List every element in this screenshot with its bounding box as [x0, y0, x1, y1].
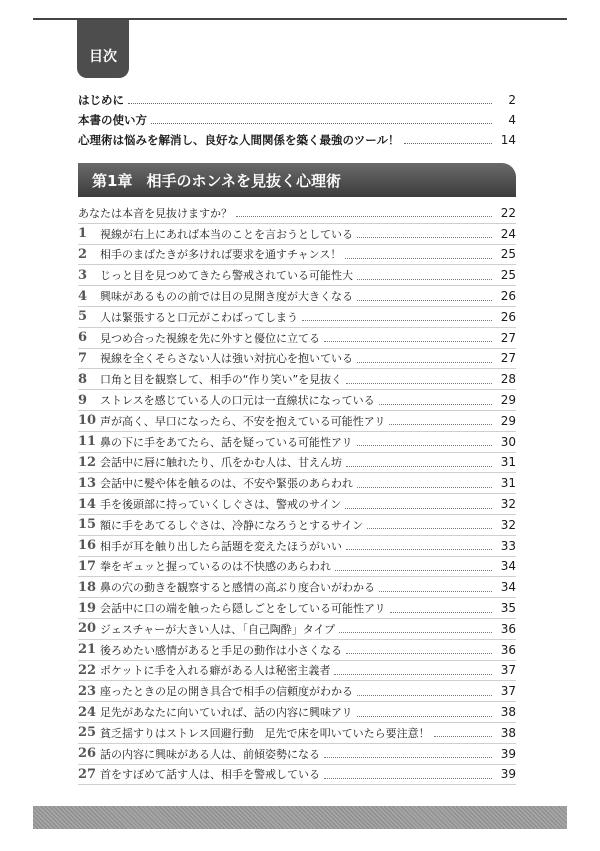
dot-leader: [345, 508, 492, 509]
entry-page: 27: [500, 330, 516, 345]
dot-leader: [389, 424, 492, 425]
toc-entry[interactable]: [78, 557, 516, 578]
entry-number: 1: [78, 226, 88, 242]
entry-number: 21: [78, 642, 97, 658]
toc-entry[interactable]: [78, 369, 516, 390]
entry-title: 鼻の下に手をあてたら、話を疑っている可能性アリ: [100, 435, 353, 449]
entry-title: 首をすぼめて話す人は、相手を警戒している: [100, 768, 320, 782]
entry-number: 14: [78, 496, 97, 512]
entry-title: 足先があなたに向いていれば、話の内容に興味アリ: [100, 706, 353, 720]
dot-leader: [324, 778, 492, 779]
entry-title: ジェスチャーが大きい人は、「自己陶酔」タイプ: [100, 622, 336, 636]
entry-title: 心理術は悩みを解消し、良好な人間関係を築く最強のツール！: [78, 133, 400, 147]
entry-page: 4: [508, 113, 516, 127]
dot-leader: [404, 143, 492, 144]
toc-entry[interactable]: [78, 286, 516, 307]
toc-entry[interactable]: [78, 681, 516, 702]
toc-entry[interactable]: [78, 473, 516, 494]
entry-title: ストレスを感じている人の口元は一直線状になっている: [100, 394, 375, 408]
dot-leader: [302, 320, 492, 321]
entry-title: 会話中に唇に触れたり、爪をかむ人は、甘えん坊: [100, 456, 342, 470]
entry-page: 25: [500, 268, 516, 283]
entry-title: あなたは本音を見抜けますか？: [78, 206, 232, 220]
entry-page: 32: [500, 517, 516, 532]
chapter-banner[interactable]: [78, 163, 516, 197]
dot-leader: [357, 445, 492, 446]
dot-leader: [346, 653, 492, 654]
dot-leader: [345, 258, 492, 259]
entry-page: 34: [500, 559, 516, 574]
toc-entry[interactable]: [78, 453, 516, 474]
dot-leader: [346, 466, 492, 467]
entry-number: 2: [78, 246, 88, 262]
toc-entry[interactable]: [78, 723, 516, 744]
entry-page: 31: [500, 476, 516, 491]
dot-leader: [367, 528, 492, 529]
toc-entry[interactable]: [78, 307, 516, 328]
entry-page: 37: [500, 684, 516, 699]
dot-leader: [357, 279, 492, 280]
toc-entry[interactable]: [78, 411, 516, 432]
entry-number: 5: [78, 309, 88, 325]
dot-leader: [346, 549, 492, 550]
entry-number: 16: [78, 538, 97, 554]
toc-entry[interactable]: [78, 744, 516, 765]
toc-entry[interactable]: [78, 702, 516, 723]
dot-leader: [324, 757, 492, 758]
entry-page: 32: [500, 497, 516, 512]
entry-title: 本書の使い方: [78, 113, 147, 127]
entry-number: 11: [78, 434, 97, 450]
entry-title: 口角と目を観察して、相手の“作り笑い”を見抜く: [100, 373, 343, 387]
toc-entry[interactable]: [78, 224, 516, 245]
dot-leader: [334, 674, 492, 675]
entry-number: 26: [78, 746, 97, 762]
intro-entries: [78, 90, 516, 150]
entry-number: 15: [78, 517, 97, 533]
entry-title: 鼻の穴の動きを観察すると感情の高ぶり度合いがわかる: [100, 581, 375, 595]
entry-title: 視線を全くそらさない人は強い対抗心を抱いている: [100, 352, 353, 366]
entry-title: 人は緊張すると口元がこわばってしまう: [100, 310, 298, 324]
entry-title: 会話中に髪や体を触るのは、不安や緊張のあらわれ: [100, 477, 353, 491]
entry-page: 33: [500, 538, 516, 553]
entry-number: 6: [78, 330, 88, 346]
entry-page: 27: [500, 351, 516, 366]
entry-page: 36: [500, 621, 516, 636]
entry-title: はじめに: [78, 93, 124, 107]
dot-leader: [357, 695, 492, 696]
toc-entry[interactable]: [78, 494, 516, 515]
chapter-entry-list: [78, 203, 516, 785]
entry-title: 拳をギュッと握っているのは不快感のあらわれ: [100, 560, 331, 574]
entry-title: 見つめ合った視線を先に外すと優位に立てる: [100, 331, 320, 345]
entry-number: 8: [78, 371, 88, 387]
entry-number: 20: [78, 621, 97, 637]
entry-number: 17: [78, 558, 97, 574]
entry-page: 38: [500, 705, 516, 720]
entry-page: 26: [500, 289, 516, 304]
entry-number: 13: [78, 475, 97, 491]
toc-heading: 目次: [89, 49, 117, 65]
toc-heading-tab: [77, 20, 129, 78]
entry-number: 24: [78, 704, 97, 720]
dot-leader: [357, 716, 492, 717]
entry-number: 9: [78, 392, 88, 408]
dot-leader: [357, 362, 492, 363]
entry-title: 会話中に口の端を触ったら隠しごとをしている可能性アリ: [100, 602, 386, 616]
entry-number: 12: [78, 454, 97, 470]
entry-title: 相手のまばたきが多ければ要求を通すチャンス！: [100, 248, 342, 262]
entry-page: 26: [500, 309, 516, 324]
dot-leader: [357, 487, 492, 488]
entry-page: 35: [500, 601, 516, 616]
dot-leader: [357, 300, 492, 301]
dot-leader: [379, 591, 492, 592]
entry-number: 10: [78, 413, 97, 429]
toc-entry[interactable]: [78, 390, 516, 411]
entry-number: 3: [78, 267, 88, 283]
entry-number: 22: [78, 662, 97, 678]
toc-entry[interactable]: [78, 536, 516, 557]
entry-page: 36: [500, 642, 516, 657]
entry-title: 興味があるものの前では目の見開き度が大きくなる: [100, 290, 353, 304]
toc-entry[interactable]: [78, 130, 516, 150]
entry-page: 37: [500, 663, 516, 678]
dot-leader: [390, 612, 492, 613]
toc-entry[interactable]: [78, 110, 516, 130]
entry-title: 貧乏揺すりはストレス回避行動 足先で床を叩いていたら要注意！: [100, 726, 430, 740]
entry-number: 23: [78, 683, 97, 699]
dot-leader: [339, 632, 492, 633]
entry-title: じっと目を見つめてきたら警戒されている可能性大: [100, 269, 353, 283]
entry-page: 38: [500, 725, 516, 740]
toc-entry[interactable]: [78, 661, 516, 682]
chapter-intro-entry[interactable]: [78, 203, 516, 224]
entry-page: 29: [500, 393, 516, 408]
entry-page: 14: [500, 133, 516, 147]
entry-number: 19: [78, 600, 97, 616]
toc-entry[interactable]: [78, 515, 516, 536]
dot-leader: [379, 404, 492, 405]
entry-title: 相手が耳を触り出したら話題を変えたほうがいい: [100, 539, 342, 553]
dot-leader: [357, 237, 492, 238]
entry-number: 25: [78, 725, 97, 741]
toc-entry[interactable]: [78, 245, 516, 266]
dot-leader: [128, 103, 492, 104]
dot-leader: [335, 570, 492, 571]
entry-page: 39: [500, 746, 516, 761]
toc-entry[interactable]: [78, 349, 516, 370]
bottom-decorative-band: [33, 806, 567, 829]
toc-entry[interactable]: [78, 598, 516, 619]
chapter-number: 第1章: [92, 171, 133, 190]
entry-number: 18: [78, 579, 97, 595]
entry-title: ポケットに手を入れる癖がある人は秘密主義者: [100, 664, 331, 678]
chapter-title: 相手のホンネを見抜く心理術: [146, 171, 341, 190]
entry-page: 30: [500, 434, 516, 449]
entry-title: 話の内容に興味がある人は、前傾姿勢になる: [100, 747, 320, 761]
entry-number: 27: [78, 766, 97, 782]
entry-page: 25: [500, 247, 516, 262]
toc-entry[interactable]: [78, 328, 516, 349]
dot-leader: [346, 383, 492, 384]
entry-number: 4: [78, 288, 88, 304]
dot-leader: [434, 736, 492, 737]
entry-page: 29: [500, 413, 516, 428]
entry-title: 手を後頭部に持っていくしぐさは、警戒のサイン: [100, 498, 342, 512]
entry-page: 28: [500, 372, 516, 387]
toc-entry[interactable]: [78, 619, 516, 640]
entry-title: 額に手をあてるしぐさは、冷静になろうとするサイン: [100, 518, 364, 532]
entry-page: 39: [500, 767, 516, 782]
entry-title: 後ろめたい感情があると手足の動作は小さくなる: [100, 643, 342, 657]
toc-entry[interactable]: [78, 640, 516, 661]
toc-entry[interactable]: [78, 432, 516, 453]
toc-entry[interactable]: [78, 265, 516, 286]
toc-entry[interactable]: [78, 765, 516, 786]
entry-page: 2: [508, 93, 516, 107]
entry-title: 座ったときの足の開き具合で相手の信頼度がわかる: [100, 685, 353, 699]
dot-leader: [151, 123, 492, 124]
entry-page: 22: [500, 205, 516, 220]
toc-entry[interactable]: [78, 577, 516, 598]
entry-page: 31: [500, 455, 516, 470]
dot-leader: [236, 216, 492, 217]
entry-page: 24: [500, 226, 516, 241]
toc-entry[interactable]: [78, 90, 516, 110]
entry-page: 34: [500, 580, 516, 595]
entry-number: 7: [78, 350, 88, 366]
entry-title: 声が高く、早口になったら、不安を抱えている可能性アリ: [100, 414, 386, 428]
entry-title: 視線が右上にあれば本当のことを言おうとしている: [100, 227, 353, 241]
dot-leader: [324, 341, 492, 342]
